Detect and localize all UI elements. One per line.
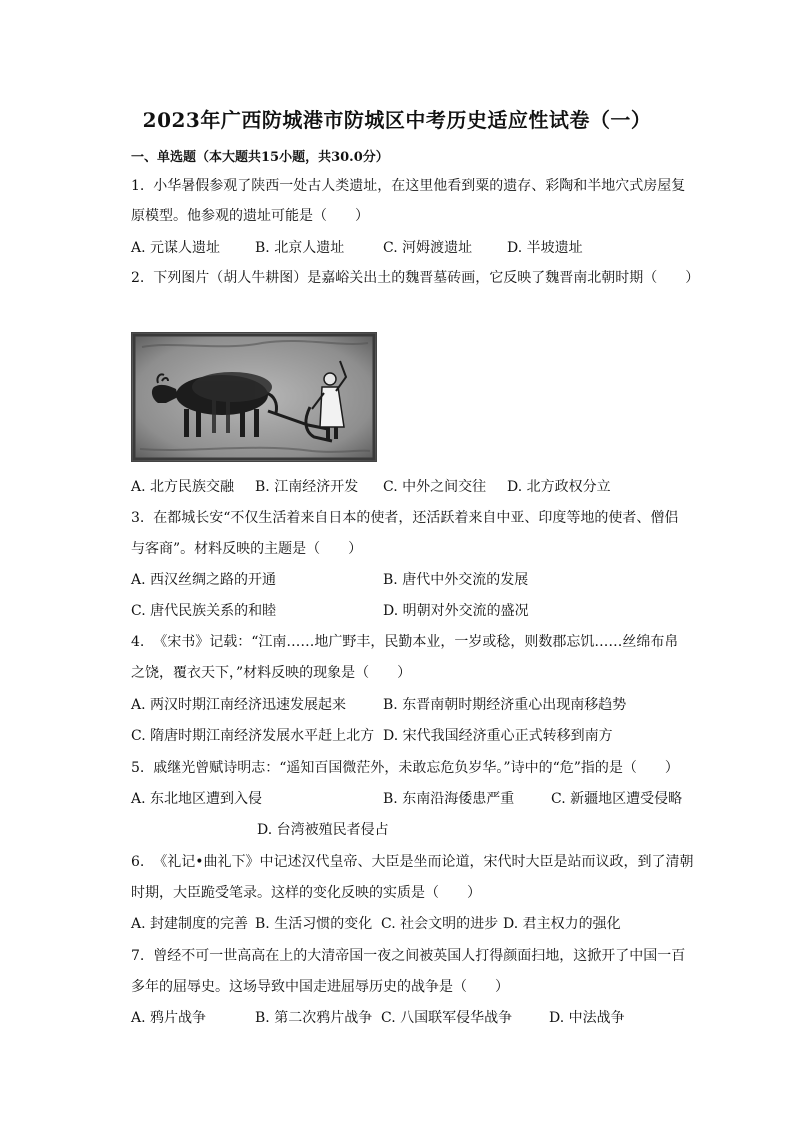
option-a[interactable]: A. 两汉时期江南经济迅速发展起来 [131, 697, 347, 713]
option-a[interactable]: A. 封建制度的完善 [131, 916, 249, 932]
exam-title: 2023年广西防城港市防城区中考历史适应性试卷（一） [142, 108, 652, 132]
option-c[interactable]: C. 中外之间交往 [383, 479, 487, 495]
question-text: 在都城长安“不仅生活着来自日本的使者，还活跃着来自中亚、印度等地的使者、僧侣 [153, 510, 679, 526]
question-1-line-2: 原模型。他参观的遗址可能是（ ） [131, 208, 369, 224]
question-number: 5. [131, 760, 145, 776]
question-3-line-2: 与客商”。材料反映的主题是（ ） [131, 541, 363, 557]
option-d[interactable]: D. 明朝对外交流的盛况 [383, 603, 529, 619]
option-b[interactable]: B. 东晋南朝时期经济重心出现南移趋势 [383, 697, 627, 713]
question-7-line-2: 多年的屈辱史。这场导致中国走进屈辱历史的战争是（ ） [131, 979, 509, 995]
option-d[interactable]: D. 半坡遗址 [507, 240, 583, 256]
question-number: 1. [131, 178, 145, 194]
option-d[interactable]: D. 宋代我国经济重心正式转移到南方 [383, 728, 613, 744]
option-a[interactable]: A. 北方民族交融 [131, 479, 235, 495]
option-d[interactable]: D. 台湾被殖民者侵占 [257, 822, 389, 838]
question-6-line-1 [131, 852, 694, 872]
question-text: 《宋书》记载：“江南……地广野丰，民勤本业，一岁或稔，则数郡忘饥……丝绵布帛 [153, 634, 679, 650]
option-c[interactable]: C. 八国联军侵华战争 [381, 1010, 513, 1026]
question-number: 4. [131, 634, 145, 650]
option-a[interactable]: A. 元谋人遗址 [131, 240, 221, 256]
question-text: 小华暑假参观了陕西一处古人类遗址，在这里他看到粟的遗存、彩陶和半地穴式房屋复 [153, 178, 686, 194]
question-4-line-1 [131, 632, 678, 652]
question-text: 戚继光曾赋诗明志：“遥知百国微茫外，未敢忘危负岁华。”诗中的“危”指的是（ ） [153, 760, 679, 776]
option-c[interactable]: C. 社会文明的进步 [381, 916, 499, 932]
question-number: 7. [131, 948, 145, 964]
section-heading: 一、单选题（本大题共15小题，共30.0分） [131, 150, 389, 165]
question-number: 6. [131, 854, 145, 870]
option-b[interactable]: B. 第二次鸦片战争 [255, 1010, 373, 1026]
question-text: 《礼记•曲礼下》中记述汉代皇帝、大臣是坐而论道，宋代时大臣是站而议政，到了清朝 [153, 854, 694, 870]
option-c[interactable]: C. 新疆地区遭受侵略 [551, 791, 683, 807]
question-4-line-2: 之饶，覆衣天下，”材料反映的现象是（ ） [131, 665, 412, 681]
question-2-line-1 [131, 268, 699, 288]
option-d[interactable]: D. 中法战争 [549, 1010, 625, 1026]
option-d[interactable]: D. 北方政权分立 [507, 479, 611, 495]
option-b[interactable]: B. 唐代中外交流的发展 [383, 572, 529, 588]
option-b[interactable]: B. 北京人遗址 [255, 240, 345, 256]
option-b[interactable]: B. 生活习惯的变化 [255, 916, 373, 932]
ox-plowing-brick-painting [131, 332, 377, 462]
question-number: 3. [131, 510, 145, 526]
option-d[interactable]: D. 君主权力的强化 [503, 916, 621, 932]
option-a[interactable]: A. 西汉丝绸之路的开通 [131, 572, 277, 588]
option-b[interactable]: B. 东南沿海倭患严重 [383, 791, 515, 807]
question-5-line-1 [131, 758, 679, 778]
question-7-line-1 [131, 946, 685, 966]
question-6-line-2: 时期，大臣跪受笔录。这样的变化反映的实质是（ ） [131, 885, 481, 901]
question-text: 曾经不可一世高高在上的大清帝国一夜之间被英国人打得颜面扫地，这掀开了中国一百 [153, 948, 686, 964]
option-b[interactable]: B. 江南经济开发 [255, 479, 359, 495]
option-c[interactable]: C. 隋唐时期江南经济发展水平赶上北方 [131, 728, 375, 744]
question-text: 下列图片（胡人牛耕图）是嘉峪关出土的魏晋墓砖画，它反映了魏晋南北朝时期（ ） [153, 270, 700, 286]
option-c[interactable]: C. 唐代民族关系的和睦 [131, 603, 277, 619]
question-3-line-1 [131, 508, 678, 528]
option-c[interactable]: C. 河姆渡遗址 [383, 240, 473, 256]
option-a[interactable]: A. 东北地区遭到入侵 [131, 791, 263, 807]
question-number: 2. [131, 270, 145, 286]
question-1-line-1 [131, 176, 685, 196]
option-a[interactable]: A. 鸦片战争 [131, 1010, 207, 1026]
brick-painting-image [132, 333, 376, 461]
